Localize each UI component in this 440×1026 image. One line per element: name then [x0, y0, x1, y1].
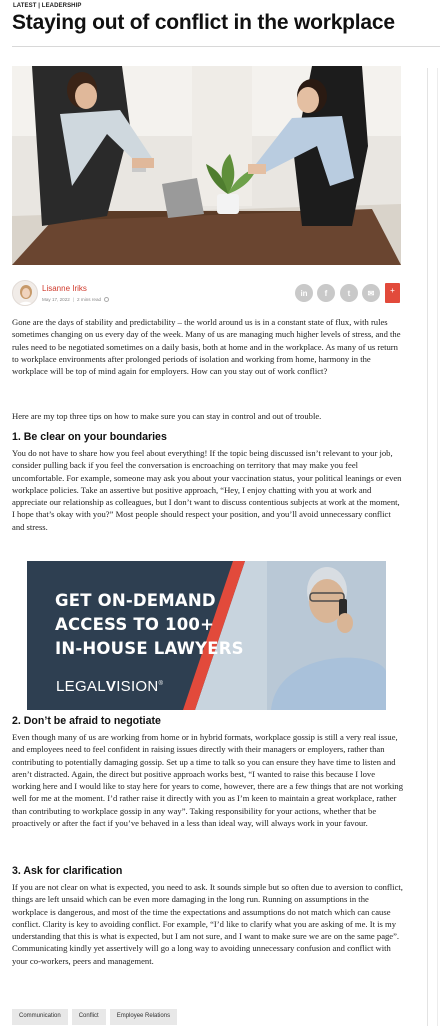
tag-conflict[interactable]: Conflict	[72, 1009, 106, 1025]
facebook-icon[interactable]: f	[317, 284, 335, 302]
email-icon[interactable]: ✉	[362, 284, 380, 302]
sidebar-divider-outer	[437, 68, 438, 1026]
article-byline	[12, 280, 402, 308]
section-heading: 2. Don’t be afraid to negotiate	[12, 715, 161, 727]
publish-date: May 17, 2022	[42, 297, 70, 302]
ad-headline-line: IN-HOUSE LAWYERS	[55, 639, 244, 658]
legalvision-logo: LEGALVISION®	[56, 678, 164, 695]
section-heading: 1. Be clear on your boundaries	[12, 431, 167, 443]
author-name-link[interactable]: Lisanne Iriks	[42, 284, 87, 293]
author-avatar[interactable]	[12, 280, 38, 306]
twitter-icon[interactable]: t	[340, 284, 358, 302]
article-paragraph: Here are my top three tips on how to make sure you can stay in control and out of trouble.	[12, 411, 322, 421]
linkedin-icon[interactable]: in	[295, 284, 313, 302]
hero-image	[12, 66, 401, 265]
section-heading: 3. Ask for clarification	[12, 865, 123, 877]
tag-employee-relations[interactable]: Employee Relations	[110, 1009, 177, 1025]
ad-headline-line: GET ON-DEMAND	[55, 591, 216, 610]
section-kicker[interactable]: LATEST | LEADERSHIP	[13, 3, 82, 9]
tag-communication[interactable]: Communication	[12, 1009, 68, 1025]
sidebar-divider	[427, 68, 428, 1026]
article-paragraph: Gone are the days of stability and predictability – the world around us is in a constant state of flux, with rules sometimes changing on us every day of the week. Many of us are managing much higher levels of stress, and the rules need to be negotiated sometimes on a daily basis, both at home and in the workplace. As many of us return to workplace environments after prolonged periods of isolation and working from home, harmony in the workplace will be top of mind again for employers. How can you stay out of work conflict?	[12, 317, 401, 377]
article-paragraph: Even though many of us are working from home or in hybrid formats, workplace gossip is still a very real issue, and employees need to feel confident in raising issues directly with their managers or employers, rather than contributing to potentially damaging gossip. Set up a time to talk so you can ensure they have time to listen and aren’t distracted. Again, the direct but positive approach works best, “I wanted to raise this because I love working here and I would like to stay here for years to come, however, there are a few things that are not working well for me at the moment. I’d rather raise it directly with you as I’m keen to maintain a great workplace, rather than contributing to workplace gossip in any way”. Taking responsibility for your actions, whether that be proactively or after the fact if you’ve behaved in a less than ideal way, will always work in your favour.	[12, 732, 404, 829]
article-paragraph: If you are not clear on what is expected, you need to ask. It sounds simple but so often due to aversion to conflict, things are left unsaid which can be even more damaging in the long run. Running on assumptions in the workplace is dangerous, and most of the time the expectations and assumptions do not match which can cause conflict. Clarity is key to avoiding conflict. For example, “I’d like to clarify what you are asking of me. It is my understanding that this is what is expected, but I am not sure, and I want to make sure we are on the same page”. Communicating kindly yet assertively will go a long way to avoiding unnecessary confusion and conflict with your co-workers, peers and management.	[12, 882, 403, 966]
read-time: 2 mins read	[77, 297, 102, 302]
bookmark-icon[interactable]: +	[385, 283, 400, 303]
clock-icon	[104, 297, 109, 302]
ad-headline-line: ACCESS TO 100+	[55, 615, 215, 634]
article-meta: May 17, 2022 | 2 mins read	[42, 297, 109, 302]
page-title: Staying out of conflict in the workplace	[12, 11, 395, 34]
title-divider	[12, 46, 440, 47]
advertisement-banner[interactable]	[27, 561, 386, 710]
article-paragraph: You do not have to share how you feel about everything! If the topic being discussed isn’t relevant to your job, consider pulling back if you feel the conversation is encroaching on territory that may make you feel uncomfortable. For example, someone may ask you about your vaccination status, your political leanings or even workplace policies. Take an assertive but positive approach, “Hey, I enjoy chatting with you at work and appreciate our relationship as colleagues, but I don’t want to discuss contentious subjects at work at the moment, I hope that’s okay with you?” Most people should respect your position, and you’ll avoid unnecessary conflict and stress.	[12, 448, 402, 532]
tag-list	[12, 1009, 177, 1025]
